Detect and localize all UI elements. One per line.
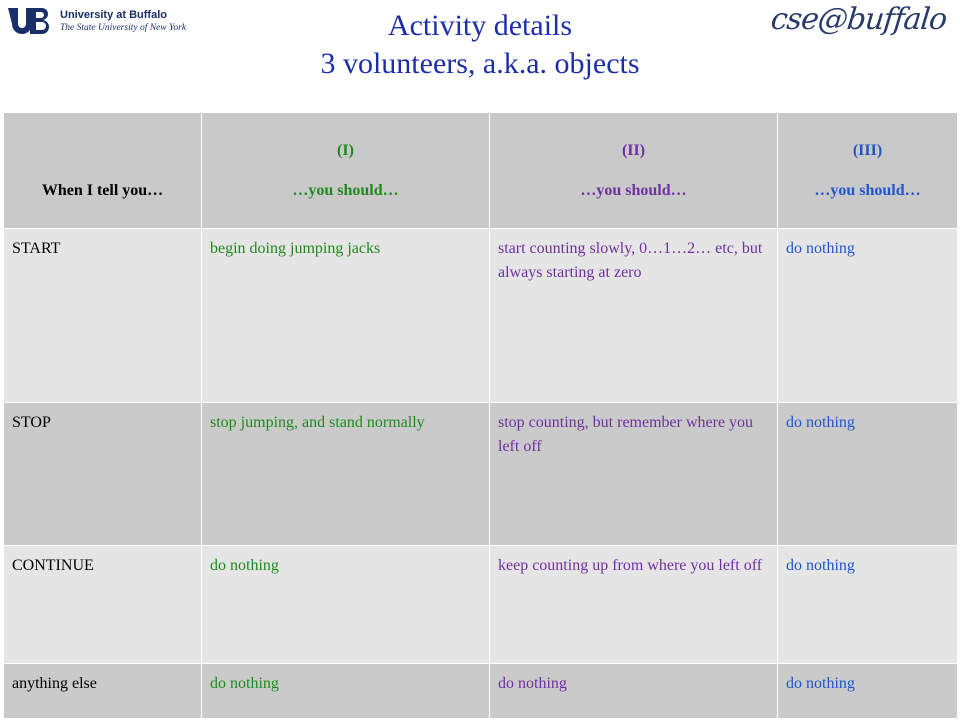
- header-command: [4, 113, 202, 229]
- command-cell: START: [4, 229, 202, 403]
- object-1-cell: stop jumping, and stand normally: [202, 403, 490, 546]
- object-1-cell: do nothing: [202, 664, 490, 719]
- university-name: University at Buffalo: [60, 9, 167, 21]
- table-row: [4, 546, 958, 664]
- header-object-2: [490, 113, 778, 229]
- table-row: [4, 403, 958, 546]
- header-object-3-label: …you should…: [814, 181, 921, 199]
- table-header-row: [4, 113, 958, 229]
- object-1-cell: do nothing: [202, 546, 490, 664]
- object-2-cell: do nothing: [490, 664, 778, 719]
- cse-buffalo-logo: cse@buffalo: [768, 2, 948, 37]
- object-2-cell: keep counting up from where you left off: [490, 546, 778, 664]
- title-line-2: 3 volunteers, a.k.a. objects: [320, 47, 640, 80]
- header-object-3: [778, 113, 958, 229]
- table-row: [4, 229, 958, 403]
- title-line-1: Activity details: [387, 9, 573, 42]
- header-object-1: [202, 113, 490, 229]
- slide-title: [0, 8, 960, 84]
- header-object-2-label: …you should…: [580, 181, 687, 199]
- header-object-1-number: (I): [337, 141, 354, 159]
- command-cell: anything else: [4, 664, 202, 719]
- object-3-cell: do nothing: [778, 664, 958, 719]
- header-command-label: When I tell you…: [41, 181, 164, 199]
- command-cell: STOP: [4, 403, 202, 546]
- university-subtitle: The State University of New York: [60, 23, 187, 33]
- object-3-cell: do nothing: [778, 546, 958, 664]
- activity-table: [3, 112, 958, 719]
- header-object-3-number: (III): [852, 141, 883, 159]
- header-object-2-number: (II): [621, 141, 646, 159]
- header-object-1-label: …you should…: [292, 181, 399, 199]
- command-cell: CONTINUE: [4, 546, 202, 664]
- object-2-cell: start counting slowly, 0…1…2… etc, but always starting at zero: [490, 229, 778, 403]
- object-3-cell: do nothing: [778, 229, 958, 403]
- object-3-cell: do nothing: [778, 403, 958, 546]
- object-1-cell: begin doing jumping jacks: [202, 229, 490, 403]
- object-2-cell: stop counting, but remember where you left off: [490, 403, 778, 546]
- table-row: [4, 664, 958, 719]
